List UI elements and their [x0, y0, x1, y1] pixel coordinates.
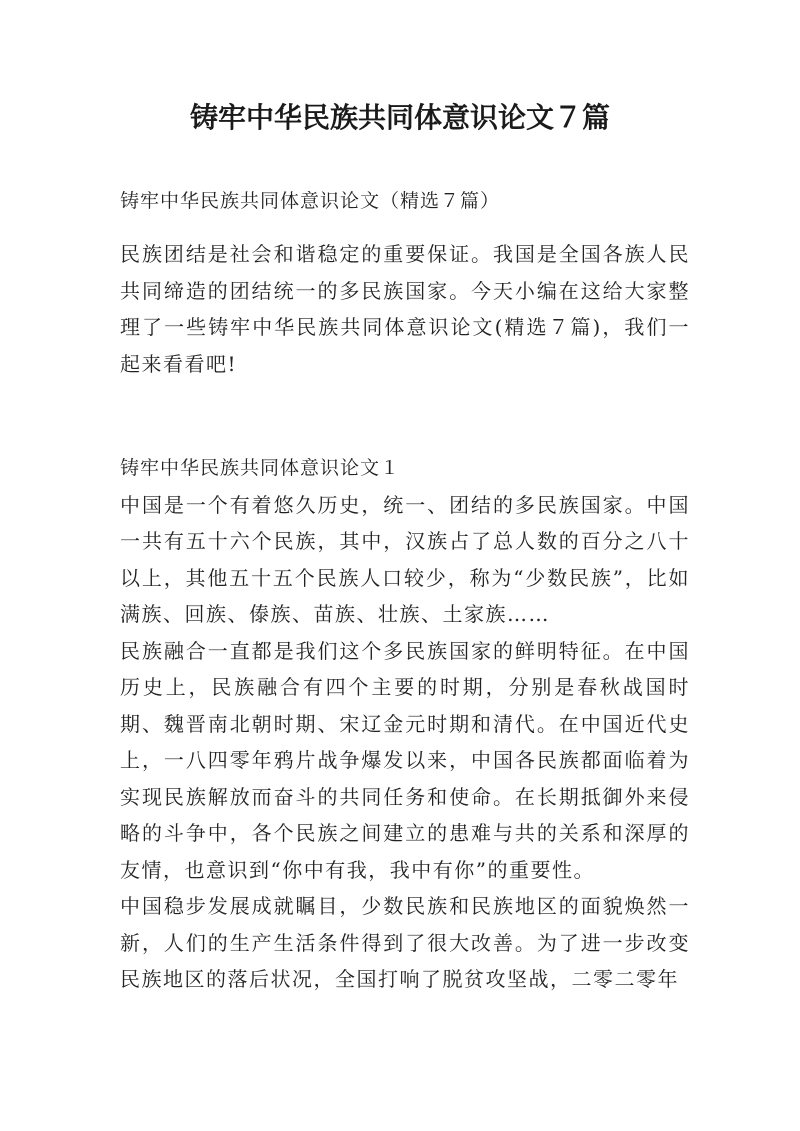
document-subtitle: 铸牢中华民族共同体意识论文（精选７篇） [120, 190, 501, 212]
document-title: 铸牢中华民族共同体意识论文７篇 [189, 101, 610, 134]
intro-paragraph: 民族团结是社会和谐稳定的重要保证。我国是全国各族人民共同缔造的团结统一的多民族国家。今天小编在这给大家整理了一些铸牢中华民族共同体意识论文(精选７篇)，我们一起来看看吧! [120, 242, 690, 376]
body-paragraph-2: 民族融合一直都是我们这个多民族国家的鲜明特征。在中国历史上，民族融合有四个主要的时期，分别是春秋战国时期、魏晋南北朝时期、宋辽金元时期和清代。在中国近代史上，一八四零年鸦片战争爆发以来，中国各民族都面临着为实现民族解放而奋斗的共同任务和使命。在长期抵御外来侵略的斗争中，各个民族之间建立的患难与共的关系和深厚的友情，也意识到“你中有我，我中有你”的重要性。 [120, 638, 690, 882]
body-paragraph-3: 中国稳步发展成就瞩目，少数民族和民族地区的面貌焕然一新，人们的生产生活条件得到了很大改善。为了进一步改变民族地区的落后状况，全国打响了脱贫攻坚战，二零二零年 [120, 894, 690, 991]
essay-section-1 [120, 450, 690, 998]
body-paragraph-1: 中国是一个有着悠久历史，统一、团结的多民族国家。中国一共有五十六个民族，其中，汉族占了总人数的百分之八十以上，其他五十五个民族人口较少，称为“少数民族”，比如满族、回族、傣族、苗族、壮族、土家族…… [120, 492, 690, 626]
section-heading: 铸牢中华民族共同体意识论文１ [120, 457, 401, 479]
